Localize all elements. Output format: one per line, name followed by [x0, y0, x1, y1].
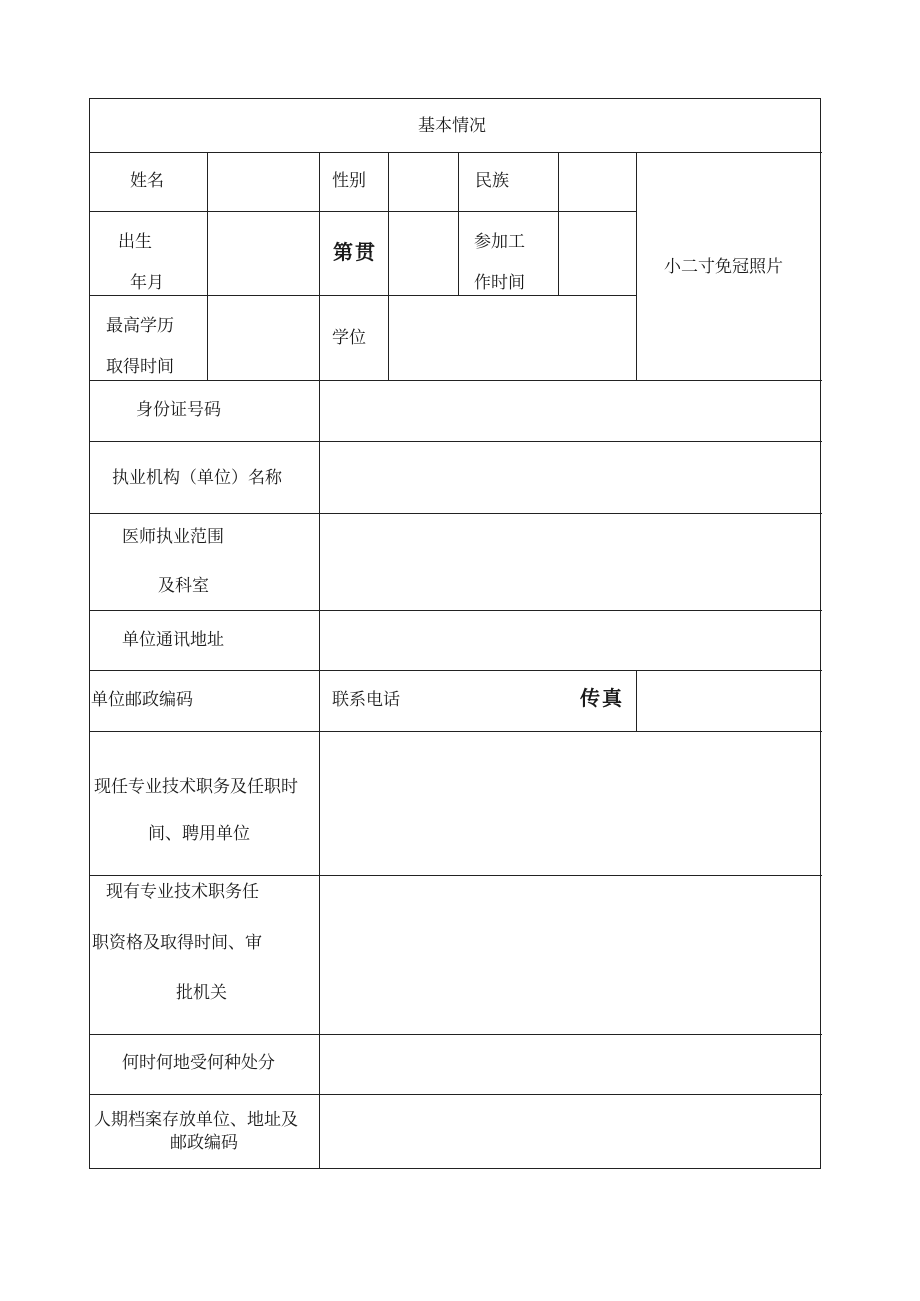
degree-label: 学位: [332, 328, 366, 348]
punishment-field[interactable]: [320, 1035, 820, 1094]
education-label-line2: 取得时间: [106, 357, 174, 377]
punishment-label: 何时何地受何种处分: [122, 1053, 275, 1073]
column-divider: [458, 152, 459, 295]
address-field[interactable]: [320, 611, 820, 670]
work-start-label-line1: 参加工: [474, 232, 525, 252]
photo-field[interactable]: [637, 153, 820, 380]
education-label-line1: 最高学历: [106, 316, 174, 336]
degree-field[interactable]: [389, 296, 636, 380]
ethnicity-field[interactable]: [559, 153, 636, 211]
scope-field[interactable]: [320, 514, 820, 610]
postal-code-label: 单位邮政编码: [91, 690, 193, 710]
native-place-label: 第贯: [333, 240, 377, 264]
id-number-field[interactable]: [320, 381, 820, 441]
row-divider: [90, 211, 637, 212]
education-field[interactable]: [208, 296, 319, 380]
birth-field[interactable]: [208, 212, 319, 295]
qualification-field[interactable]: [320, 876, 820, 1034]
current-title-field[interactable]: [320, 732, 820, 875]
photo-placeholder-label: 小二寸免冠照片: [664, 257, 783, 277]
ethnicity-label: 民族: [475, 171, 509, 191]
birth-label-line1: 出生: [118, 232, 152, 252]
current-title-label-line2: 间、聘用单位: [148, 824, 250, 844]
work-start-field[interactable]: [559, 212, 636, 295]
work-start-label-line2: 作时间: [474, 273, 525, 293]
archive-label-line2: 邮政编码: [170, 1133, 238, 1153]
institution-field[interactable]: [320, 442, 820, 513]
qualification-label-line1: 现有专业技术职务任: [106, 882, 259, 902]
fax-label: 传真: [580, 686, 624, 710]
gender-label: 性别: [332, 171, 366, 191]
registration-form-table: [89, 98, 821, 1169]
qualification-label-line3: 批机关: [176, 983, 227, 1003]
birth-label-line2: 年月: [130, 273, 164, 293]
name-field[interactable]: [208, 153, 319, 211]
gender-field[interactable]: [389, 153, 458, 211]
id-number-label: 身份证号码: [136, 400, 221, 420]
scope-label-line2: 及科室: [158, 576, 209, 596]
qualification-label-line2: 职资格及取得时间、审: [92, 933, 262, 953]
archive-field[interactable]: [320, 1095, 820, 1168]
form-title: 基本情况: [418, 116, 486, 136]
fax-field[interactable]: [637, 671, 820, 731]
phone-label: 联系电话: [332, 690, 400, 710]
institution-label: 执业机构（单位）名称: [112, 468, 282, 488]
native-place-field[interactable]: [389, 212, 458, 295]
scope-label-line1: 医师执业范围: [122, 527, 224, 547]
archive-label-line1: 人期档案存放单位、地址及: [94, 1110, 298, 1130]
name-label: 姓名: [130, 171, 164, 191]
current-title-label-line1: 现任专业技术职务及任职时: [94, 777, 298, 797]
address-label: 单位通讯地址: [122, 630, 224, 650]
